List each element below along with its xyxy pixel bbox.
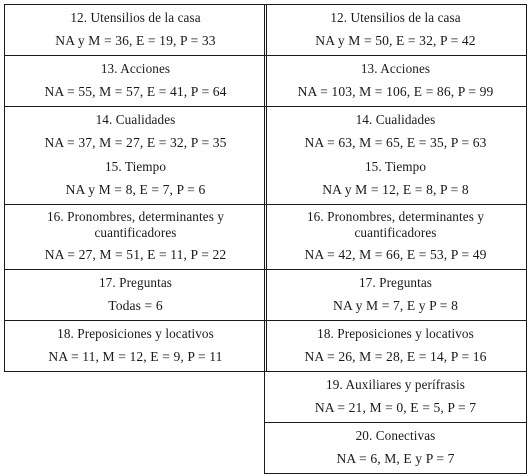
- category-counts: NA y M = 50, E = 32, P = 42: [315, 33, 476, 48]
- category-counts: NA = 42, M = 66, E = 53, P = 49: [304, 247, 487, 262]
- right-column-table: [264, 4, 527, 474]
- right-category-cell: [265, 269, 526, 320]
- category-counts: NA = 63, M = 65, E = 35, P = 63: [304, 135, 487, 150]
- category-heading: 14. Cualidades: [95, 112, 176, 127]
- category-heading: 17. Preguntas: [98, 275, 173, 290]
- category-counts: NA y M = 36, E = 19, P = 33: [55, 33, 216, 48]
- category-counts: NA y M = 7, E y P = 8: [333, 298, 458, 313]
- left-category-cell: [5, 204, 266, 269]
- right-category-cell: [265, 106, 526, 204]
- category-heading: 19. Auxiliares y perífrasis: [326, 377, 465, 392]
- left-category-cell: [5, 320, 266, 371]
- right-category-cell: [265, 55, 526, 106]
- category-heading: 15. Tiempo: [104, 159, 167, 174]
- left-category-cell: [5, 55, 266, 106]
- category-heading: 15. Tiempo: [364, 159, 427, 174]
- category-counts: NA = 103, M = 106, E = 86, P = 99: [297, 84, 494, 99]
- category-heading: 13. Acciones: [360, 61, 431, 76]
- category-heading: 18. Preposiciones y locativos: [317, 326, 474, 341]
- left-column-table: [4, 4, 267, 372]
- category-counts: NA y M = 8, E = 7, P = 6: [65, 182, 206, 197]
- right-category-cell: [265, 422, 526, 473]
- category-heading: 12. Utensilios de la casa: [330, 10, 461, 25]
- category-heading: 14. Cualidades: [355, 112, 436, 127]
- category-heading: 12. Utensilios de la casa: [70, 10, 201, 25]
- category-counts: NA = 26, M = 28, E = 14, P = 16: [304, 349, 487, 364]
- category-counts: NA = 21, M = 0, E = 5, P = 7: [314, 400, 477, 415]
- category-counts: NA y M = 12, E = 8, P = 8: [322, 182, 469, 197]
- left-category-cell: [5, 269, 266, 320]
- right-category-cell: [265, 204, 526, 269]
- category-counts: NA = 27, M = 51, E = 11, P = 22: [44, 247, 227, 262]
- category-counts: NA = 37, M = 27, E = 32, P = 35: [44, 135, 227, 150]
- category-counts: NA = 55, M = 57, E = 41, P = 64: [44, 84, 227, 99]
- right-category-cell: [265, 4, 526, 55]
- left-category-cell: [5, 106, 266, 204]
- category-heading: 17. Preguntas: [358, 275, 433, 290]
- category-heading: 20. Conectivas: [355, 428, 436, 443]
- category-heading: 16. Pronombres, determinantes y cuantificadores: [46, 209, 225, 240]
- category-heading: 13. Acciones: [100, 61, 171, 76]
- right-category-cell: [265, 371, 526, 422]
- left-category-cell: [5, 4, 266, 55]
- right-category-cell: [265, 320, 526, 371]
- category-heading: 18. Preposiciones y locativos: [57, 326, 214, 341]
- category-counts: NA = 11, M = 12, E = 9, P = 11: [48, 349, 223, 364]
- category-counts: Todas = 6: [108, 298, 163, 313]
- category-heading: 16. Pronombres, determinantes y cuantificadores: [306, 209, 485, 240]
- category-counts: NA = 6, M, E y P = 7: [336, 451, 455, 466]
